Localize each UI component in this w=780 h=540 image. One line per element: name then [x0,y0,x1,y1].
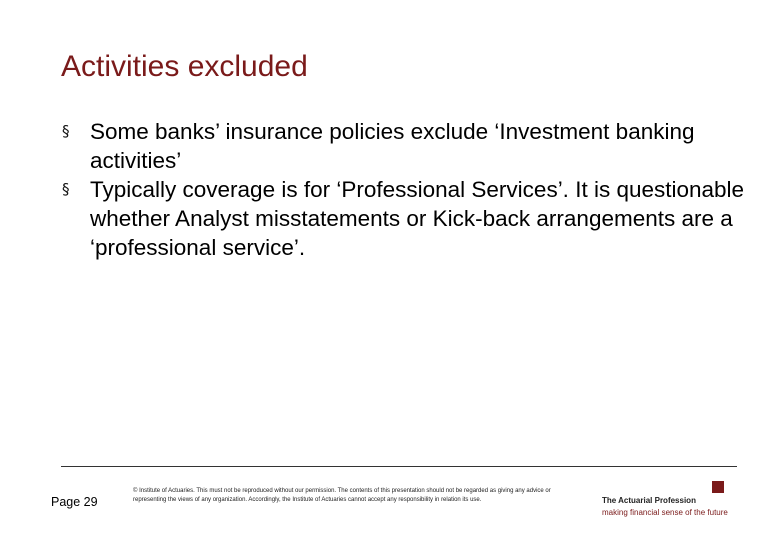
bullet-item [62,175,752,262]
organization-name: The Actuarial Profession [602,496,696,505]
copyright-notice: © Institute of Actuaries. This must not be reproduced without our permission. The contents of this presentation should not be regarded as giving any advice or representing the views of any organization. Accordingly, the Institute of Actuaries cannot accept any responsibility in relation its use. [133,488,551,503]
bullet-marker-icon: § [62,180,70,198]
slide-title: Activities excluded [61,50,308,83]
page-number: Page 29 [51,495,98,509]
bullet-list [62,117,752,262]
bullet-text: Some banks’ insurance policies exclude ‘Investment banking activities’ [90,119,695,173]
bullet-item [62,117,752,175]
logo-square-icon [712,481,724,493]
organization-tagline: making financial sense of the future [602,508,728,517]
bullet-marker-icon: § [62,122,70,140]
bullet-text: Typically coverage is for ‘Professional Services’. It is questionable whether Analyst misstatements or Kick-back arrangements are a ‘professional service’. [90,177,745,260]
footer-divider [61,466,737,467]
